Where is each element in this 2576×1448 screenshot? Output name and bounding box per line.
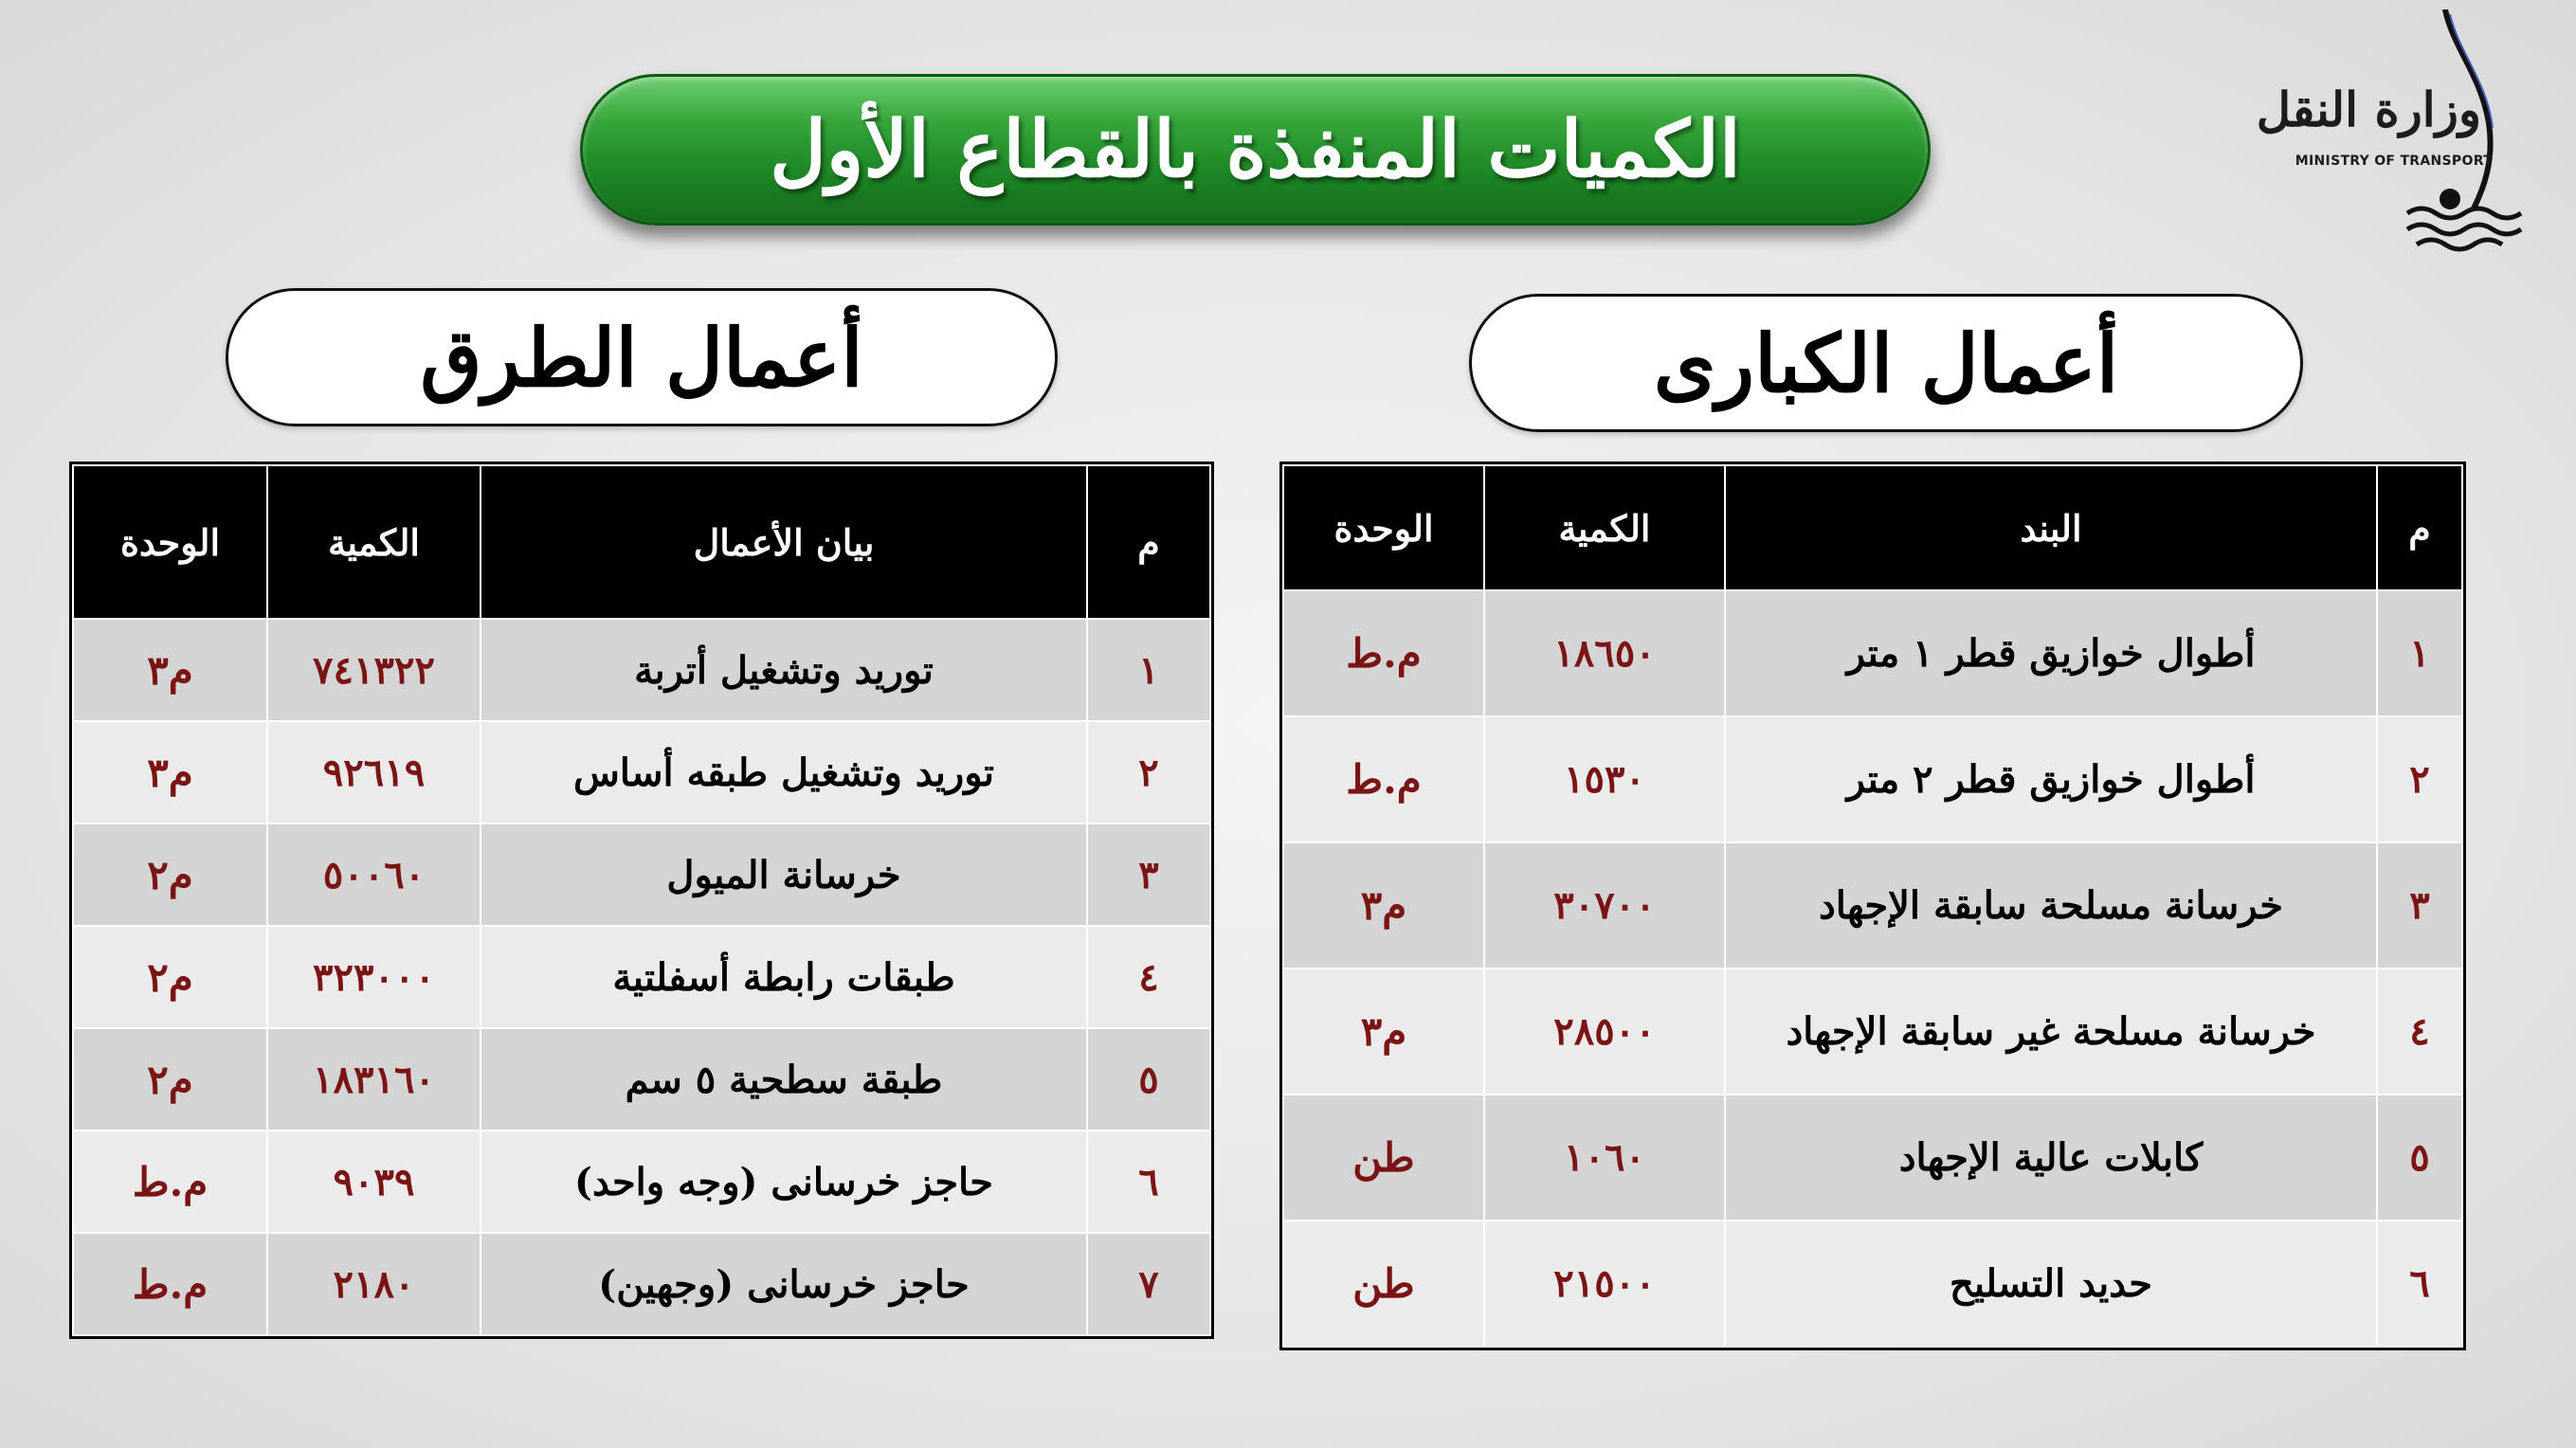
header-unit: الوحدة — [1283, 465, 1484, 590]
row-qty: ١٨٣١٦٠ — [267, 1028, 481, 1131]
row-num: ١ — [2377, 590, 2462, 716]
row-num: ٦ — [2377, 1221, 2462, 1347]
header-num: م — [1087, 465, 1210, 619]
row-qty: ٩٢٦١٩ — [267, 721, 481, 824]
row-qty: ٢١٨٠ — [267, 1233, 481, 1335]
row-unit: م٣ — [73, 721, 267, 824]
table-row — [73, 721, 1210, 824]
row-item: حاجز خرسانى (وجه واحد) — [481, 1131, 1087, 1233]
row-unit: طن — [1283, 1095, 1484, 1221]
table-row — [1283, 1221, 2462, 1347]
row-unit: طن — [1283, 1221, 1484, 1347]
table-row — [1283, 1095, 2462, 1221]
bridges-table — [1282, 464, 2463, 1348]
row-unit: م٣ — [1283, 842, 1484, 968]
row-item: توريد وتشغيل طبقه أساس — [481, 721, 1087, 824]
roads-section-header — [226, 288, 1058, 426]
table-row — [73, 926, 1210, 1028]
table-row — [73, 824, 1210, 926]
row-unit: م٣ — [1283, 968, 1484, 1095]
header-unit: الوحدة — [73, 465, 267, 619]
row-num: ٢ — [2377, 716, 2462, 842]
table-row — [1283, 968, 2462, 1095]
row-num: ٥ — [2377, 1095, 2462, 1221]
row-num: ٣ — [1087, 824, 1210, 926]
row-item: كابلات عالية الإجهاد — [1725, 1095, 2377, 1221]
header-num: م — [2377, 465, 2462, 590]
row-unit: م.ط — [1283, 590, 1484, 716]
row-qty: ٧٤١٣٢٢ — [267, 619, 481, 721]
logo-english-text: MINISTRY OF TRANSPORT — [2295, 154, 2493, 169]
table-row — [1283, 842, 2462, 968]
main-title-banner — [580, 74, 1931, 226]
table-row — [73, 1131, 1210, 1233]
row-qty: ٩٠٣٩ — [267, 1131, 481, 1233]
row-unit: م٢ — [73, 926, 267, 1028]
table-row — [1283, 716, 2462, 842]
row-qty: ١٨٦٥٠ — [1484, 590, 1725, 716]
row-item: طبقات رابطة أسفلتية — [481, 926, 1087, 1028]
table-row — [73, 1028, 1210, 1131]
row-qty: ١٠٦٠ — [1484, 1095, 1725, 1221]
header-item: بيان الأعمال — [481, 465, 1087, 619]
row-num: ٤ — [1087, 926, 1210, 1028]
row-unit: م٢ — [73, 824, 267, 926]
logo-arabic-text: وزارة النقل — [2256, 81, 2481, 137]
header-qty: الكمية — [267, 465, 481, 619]
row-item: خرسانة مسلحة سابقة الإجهاد — [1725, 842, 2377, 968]
row-num: ٦ — [1087, 1131, 1210, 1233]
table-row — [73, 619, 1210, 721]
row-unit: م٢ — [73, 1028, 267, 1131]
row-num: ٢ — [1087, 721, 1210, 824]
row-num: ١ — [1087, 619, 1210, 721]
ministry-logo — [2256, 9, 2540, 256]
row-num: ٤ — [2377, 968, 2462, 1095]
row-item: حديد التسليح — [1725, 1221, 2377, 1347]
row-qty: ٥٠٠٦٠ — [267, 824, 481, 926]
row-item: خرسانة الميول — [481, 824, 1087, 926]
bridges-section-title: أعمال الكبارى — [1653, 316, 2119, 410]
row-unit: م.ط — [1283, 716, 1484, 842]
row-item: خرسانة مسلحة غير سابقة الإجهاد — [1725, 968, 2377, 1095]
page-title: الكميات المنفذة بالقطاع الأول — [770, 104, 1741, 195]
table-header-row — [1283, 465, 2462, 590]
header-item: البند — [1725, 465, 2377, 590]
row-item: طبقة سطحية ٥ سم — [481, 1028, 1087, 1131]
row-num: ٥ — [1087, 1028, 1210, 1131]
row-unit: م.ط — [73, 1131, 267, 1233]
row-num: ٣ — [2377, 842, 2462, 968]
roads-table — [72, 464, 1211, 1336]
bridges-section-header — [1469, 294, 2303, 432]
row-qty: ٣٠٧٠٠ — [1484, 842, 1725, 968]
table-header-row — [73, 465, 1210, 619]
row-unit: م٣ — [73, 619, 267, 721]
table-row — [1283, 590, 2462, 716]
row-qty: ٣٢٣٠٠٠ — [267, 926, 481, 1028]
row-item: أطوال خوازيق قطر ١ متر — [1725, 590, 2377, 716]
row-qty: ١٥٣٠ — [1484, 716, 1725, 842]
row-item: حاجز خرسانى (وجهين) — [481, 1233, 1087, 1335]
table-row — [73, 1233, 1210, 1335]
header-qty: الكمية — [1484, 465, 1725, 590]
row-item: توريد وتشغيل أتربة — [481, 619, 1087, 721]
row-item: أطوال خوازيق قطر ٢ متر — [1725, 716, 2377, 842]
row-num: ٧ — [1087, 1233, 1210, 1335]
row-qty: ٢١٥٠٠ — [1484, 1221, 1725, 1347]
roads-section-title: أعمال الطرق — [420, 310, 863, 405]
row-qty: ٢٨٥٠٠ — [1484, 968, 1725, 1095]
row-unit: م.ط — [73, 1233, 267, 1335]
